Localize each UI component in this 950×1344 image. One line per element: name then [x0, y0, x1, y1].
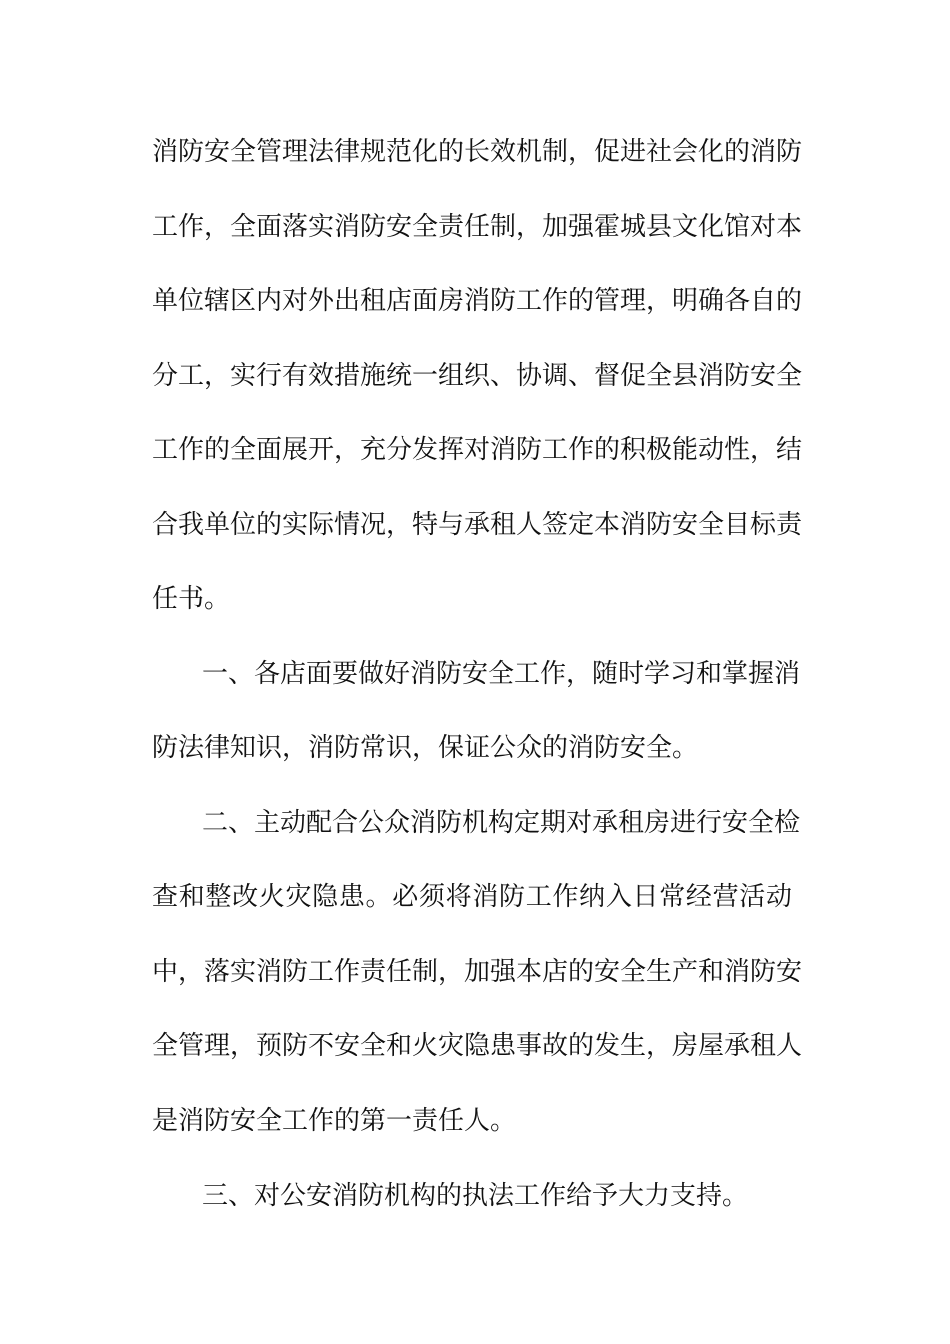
- text-line: 全管理，预防不安全和火灾隐患事故的发生，房屋承租人: [152, 1031, 803, 1061]
- text-line: 防法律知识，消防常识，保证公众的消防安全。: [152, 733, 699, 763]
- text-line: 工作的全面展开，充分发挥对消防工作的积极能动性，结: [152, 435, 803, 465]
- text-line: 工作，全面落实消防安全责任制，加强霍城县文化馆对本: [152, 212, 803, 242]
- text-line: 消防安全管理法律规范化的长效机制，促进社会化的消防: [152, 137, 803, 167]
- text-line: 三、对公安消防机构的执法工作给予大力支持。: [202, 1181, 749, 1211]
- text-line: 一、各店面要做好消防安全工作，随时学习和掌握消: [202, 659, 801, 689]
- text-line: 单位辖区内对外出租店面房消防工作的管理，明确各自的: [152, 286, 803, 316]
- text-line: 任书。: [152, 584, 231, 614]
- text-line: 查和整改火灾隐患。必须将消防工作纳入日常经营活动: [152, 882, 792, 912]
- text-line: 二、主动配合公众消防机构定期对承租房进行安全检: [202, 808, 801, 838]
- text-line: 合我单位的实际情况，特与承租人签定本消防安全目标责: [152, 510, 803, 540]
- text-line: 中，落实消防工作责任制，加强本店的安全生产和消防安: [152, 957, 803, 987]
- text-line: 分工，实行有效措施统一组织、协调、督促全县消防安全: [152, 361, 803, 391]
- text-line: 是消防安全工作的第一责任人。: [152, 1106, 517, 1136]
